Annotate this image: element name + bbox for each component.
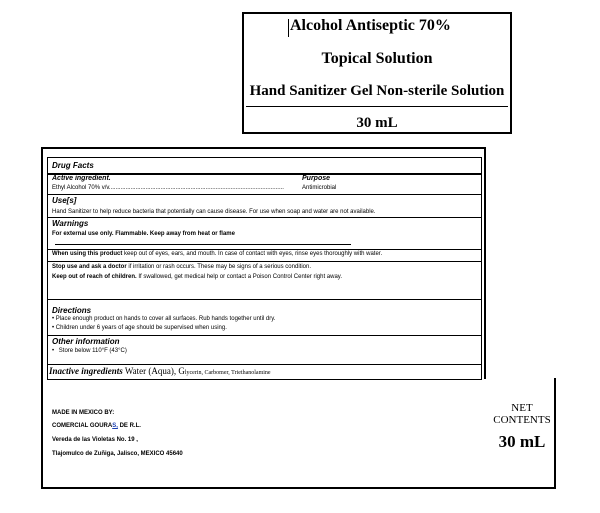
product-title-box — [242, 12, 512, 134]
directions-text: Place enough product on hands to cover all surfaces. Rub hands together until dry. — [55, 316, 276, 322]
net-contents-line1: NET — [511, 402, 533, 414]
when-using-line — [52, 251, 382, 257]
keep-out-line — [52, 274, 342, 280]
warnings-label: Warnings — [52, 219, 89, 228]
street-address: Vereda de las Violetas No. 19 , — [52, 437, 138, 443]
drug-facts-title: Drug Facts — [52, 161, 94, 170]
divider — [48, 299, 481, 300]
label-frame-left — [41, 147, 43, 489]
divider — [246, 106, 508, 107]
directions-text: Children under 6 years of age should be supervised when using. — [55, 325, 227, 331]
when-using-heading: When using this product — [52, 251, 123, 257]
company-name-mark: S, — [112, 423, 118, 429]
product-subtitle: Topical Solution — [321, 50, 433, 67]
product-description: Hand Sanitizer Gel Non-sterile Solution — [249, 83, 505, 99]
purpose-value: Antimicrobial — [302, 185, 337, 191]
divider — [48, 364, 481, 365]
divider — [48, 249, 481, 250]
other-info-text: Store below 110°F (43°C) — [58, 348, 127, 354]
keep-out-text: If swallowed, get medical help or contact a Poison Control Center right away. — [136, 274, 343, 280]
divider — [48, 173, 481, 175]
bullet-icon: • — [52, 325, 55, 331]
divider — [48, 194, 481, 195]
label-frame-right-upper — [484, 147, 486, 379]
purpose-label: Purpose — [302, 175, 331, 182]
bullet-icon: • — [52, 348, 55, 354]
stop-use-heading: Stop use and ask a doctor — [52, 264, 127, 270]
inactive-ingredients-line — [49, 366, 271, 376]
warnings-text: For external use only. Flammable. Keep away from heat or flame — [52, 231, 235, 237]
product-volume: 30 mL — [356, 115, 398, 131]
text-cursor — [288, 19, 289, 37]
other-info-label: Other information — [52, 337, 120, 346]
keep-out-heading: Keep out of reach of children. — [52, 274, 137, 280]
company-name — [52, 423, 141, 429]
company-name-start: COMERCIAL GOURA — [52, 423, 113, 429]
bullet-icon: • — [52, 316, 55, 322]
uses-text: Hand Sanitizer to help reduce bacteria that potentially can cause disease. For use when soap and water are not available. — [52, 209, 376, 215]
product-title: Alcohol Antiseptic 70% — [290, 17, 451, 34]
directions-item — [52, 316, 275, 322]
divider — [48, 261, 481, 262]
directions-item — [52, 325, 227, 331]
divider — [55, 244, 351, 245]
directions-label: Directions — [52, 306, 92, 315]
net-contents-volume: 30 mL — [498, 432, 546, 451]
when-using-text: keep out of eyes, ears, and mouth. In case of contact with eyes, rinse eyes thoroughly with water. — [122, 251, 383, 257]
active-ingredient-label: Active ingredient. — [52, 175, 111, 182]
label-frame-top — [41, 147, 486, 149]
made-in-label: MADE IN MEXICO BY: — [52, 410, 115, 416]
active-ingredient-value: Ethyl Alcohol 70% v/v......................................................................................................... — [52, 185, 284, 191]
company-name-end: DE R.L. — [117, 423, 141, 429]
other-info-item — [52, 348, 127, 354]
uses-label: Use[s] — [52, 196, 77, 205]
stop-use-text: if irritation or rash occurs. These may be signs of a serious condition. — [126, 264, 311, 270]
label-frame-bottom — [41, 487, 556, 489]
net-contents-line2: CONTENTS — [493, 414, 551, 426]
divider — [48, 217, 481, 218]
drug-facts-panel — [47, 157, 482, 380]
inactive-ingredients-label: Inactive ingredients — [49, 366, 123, 376]
stop-use-line — [52, 264, 311, 270]
divider — [48, 335, 481, 336]
city-address: Tlajomulco de Zuñiga, Jalisco, MEXICO 45640 — [52, 451, 183, 457]
net-contents-label — [487, 402, 557, 426]
inactive-ingredients-main: Water (Aqua), G — [122, 366, 185, 376]
inactive-ingredients-rest: lycerin, Carbomer, Triethanolamine — [184, 370, 271, 376]
